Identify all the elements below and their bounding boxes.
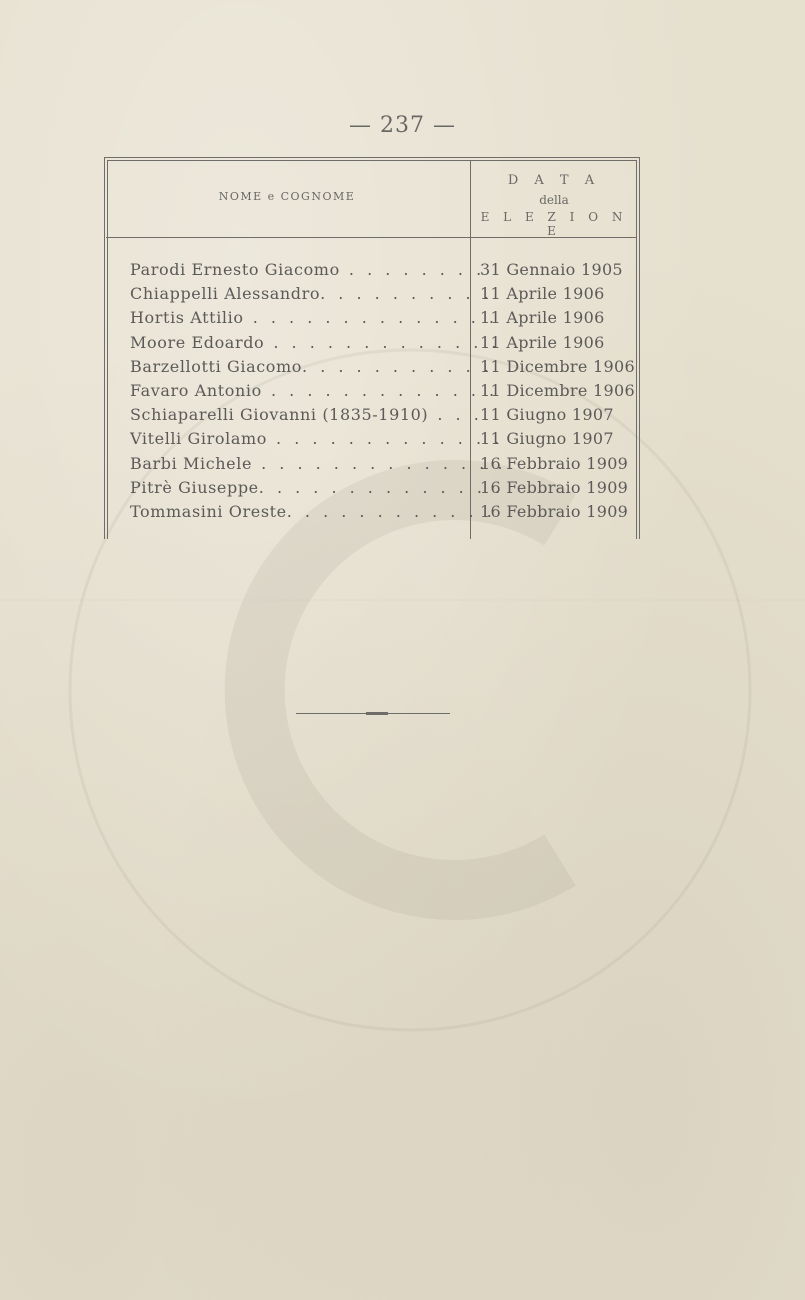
election-date: 11 Giugno 1907 <box>480 429 614 449</box>
table-row <box>0 282 805 306</box>
table-row <box>0 379 805 403</box>
member-name: Moore Edoardo . . . . . . . . . . . . . <box>130 332 501 352</box>
member-name: Hortis Attilio . . . . . . . . . . . . . . <box>130 308 499 328</box>
member-name: Pitrè Giuseppe. . . . . . . . . . . . . . <box>130 477 505 497</box>
table-top-rule <box>104 157 639 158</box>
table-row <box>0 258 805 282</box>
table-row <box>0 500 805 524</box>
table-row <box>0 452 805 476</box>
table-row <box>0 476 805 500</box>
table-top-rule-inner <box>107 160 636 161</box>
end-ornament-center <box>366 712 388 715</box>
page-number: — 237 — <box>349 113 456 138</box>
member-name: Chiappelli Alessandro. . . . . . . . . . <box>130 284 493 304</box>
election-date: 16 Febbraio 1909 <box>480 477 629 497</box>
election-date: 11 Aprile 1906 <box>480 284 605 304</box>
table-row <box>0 427 805 451</box>
table-body <box>0 258 805 524</box>
header-date-line-3: E L E Z I O N E <box>480 210 628 238</box>
member-name: Parodi Ernesto Giacomo . . . . . . . . <box>130 260 486 279</box>
table-row <box>0 306 805 330</box>
member-name: Vitelli Girolamo . . . . . . . . . . . . . <box>130 429 504 449</box>
election-date: 31 Gennaio 1905 <box>480 260 623 279</box>
member-name: Tommasini Oreste. . . . . . . . . . . . <box>130 501 496 521</box>
member-name: Barbi Michele . . . . . . . . . . . . . . <box>130 453 507 473</box>
header-date-line-2: della <box>539 193 569 207</box>
table-row <box>0 355 805 379</box>
election-date: 11 Dicembre 1906 <box>480 356 635 376</box>
end-ornament-left <box>296 713 366 714</box>
table-row <box>0 403 805 427</box>
election-date: 11 Aprile 1906 <box>480 332 605 352</box>
end-ornament-right <box>388 713 450 714</box>
header-name-column: NOME e COGNOME <box>218 190 356 203</box>
election-date: 11 Aprile 1906 <box>480 308 605 328</box>
table-row <box>0 331 805 355</box>
member-name: Schiaparelli Giovanni (1835-1910) . . . <box>130 405 483 425</box>
election-date: 11 Giugno 1907 <box>480 405 614 425</box>
header-date-line-1: D A T A <box>507 173 601 188</box>
member-name: Barzellotti Giacomo. . . . . . . . . . . <box>130 356 493 376</box>
election-date: 16 Febbraio 1909 <box>480 501 629 521</box>
member-name: Favaro Antonio . . . . . . . . . . . . . <box>130 380 499 400</box>
election-date: 11 Dicembre 1906 <box>480 380 635 400</box>
election-date: 16 Febbraio 1909 <box>480 453 629 473</box>
